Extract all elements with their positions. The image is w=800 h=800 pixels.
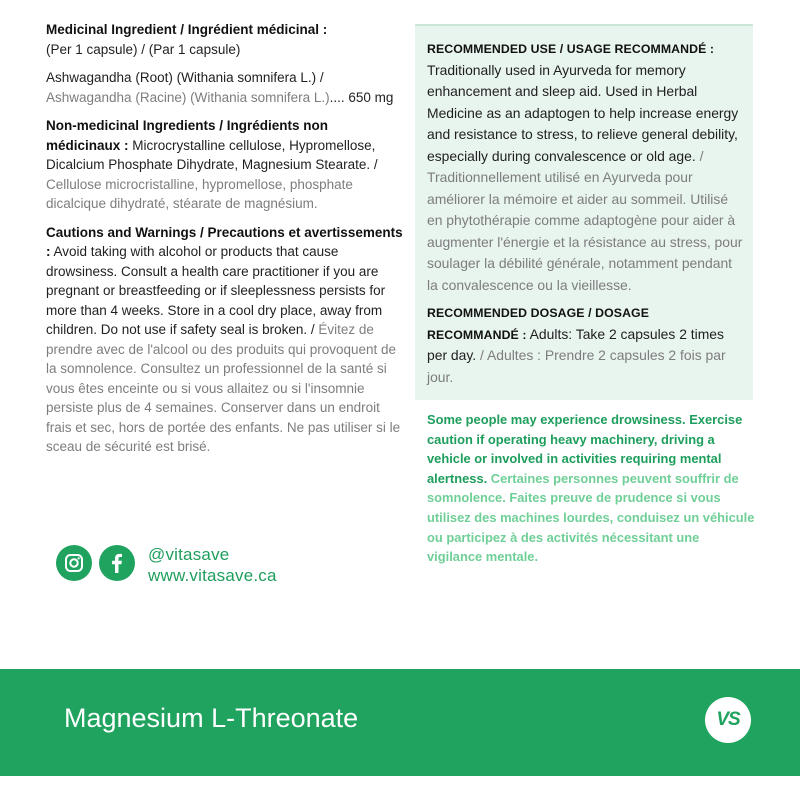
recommended-dosage-heading: RECOMMENDED DOSAGE / DOSAGE RECOMMANDÉ : (427, 306, 650, 342)
footer-bar (0, 669, 800, 776)
social-handle[interactable]: @vitasave (148, 545, 230, 564)
recommended-use-text (427, 60, 743, 297)
recommended-panel (415, 24, 753, 400)
recommended-dosage (427, 303, 743, 388)
facebook-icon[interactable] (99, 545, 135, 581)
non-medicinal-ingredients (46, 116, 406, 214)
warning-fr: Certaines personnes peuvent souffrir de somnolence. Faites preuve de prudence si vous utilisez des machines lourdes, conduisez un véhicule ou participez à des activités nécessitant une vigilance mentale. (427, 470, 755, 565)
website-link[interactable]: www.vitasave.ca (148, 566, 277, 585)
recommended-use-en: Traditionally used in Ayurveda for memory enhancement and sleep aid. Used in Herbal Medicine as an adaptogen to help increase energy and resistance to stress, to relieve general debility, especially during convalescence or old age. (427, 61, 739, 164)
vitasave-logo-icon (705, 697, 751, 743)
ingredient-fr-line (46, 88, 406, 108)
instagram-icon[interactable] (56, 545, 92, 581)
ingredient-fr: Ashwagandha (Racine) (Withania somnifera L.) (46, 89, 330, 105)
drowsiness-warning (427, 410, 757, 567)
medicinal-heading: Medicinal Ingredient / Ingrédient médicinal : (46, 22, 328, 37)
cautions-en: Avoid taking with alcohol or products that cause drowsiness. Consult a health care practitioner if you are pregnant or breastfeeding or if sleeplessness persists for more than 4 weeks. Store in a cool dry place, away from children. Do not use if safety seal is broken. / (46, 244, 386, 337)
logo-text: VS (716, 709, 740, 730)
non-medicinal-en: Microcrystalline cellulose, Hypromellose, Dicalcium Phosphate Dihydrate, Magnesium Stearate. / (46, 137, 378, 172)
product-name: Magnesium L-Threonate (64, 703, 359, 733)
non-medicinal-fr: Cellulose microcristalline, hypromellose, phosphate dicalcique dihydraté, stéarate de magnésium. (46, 176, 353, 211)
recommended-use-heading: RECOMMENDED USE / USAGE RECOMMANDÉ : (427, 42, 715, 56)
cautions-fr: Évitez de prendre avec de l'alcool ou des produits qui provoquent de la somnolence. Consultez un professionnel de la santé si vous êtes enceinte ou si vous allaitez ou si l'insomnie persiste plus de 4 semaines. Conserver dans un endroit frais et sec, hors de portée des enfants. Ne pas utiliser si le sceau de sécurité est brisé. (46, 322, 401, 454)
left-column (46, 20, 406, 457)
cautions-warnings (46, 223, 406, 457)
per-capsule: (Per 1 capsule) / (Par 1 capsule) (46, 41, 241, 57)
cautions-heading: Cautions and Warnings / Precautions et avertissements : (46, 224, 403, 259)
recommended-use-fr: / Traditionnellement utilisé en Ayurveda pour améliorer la mémoire et aider au sommeil. Utilisé en phytothérapie comme adaptogène pour aider à augmenter l'énergie et la résistance au stress, pour soulager la débilité générale, notamment pendant la convalescence ou la vieillesse. (427, 147, 743, 293)
ingredient-dose: .... 650 mg (329, 89, 394, 105)
recommended-dosage-en: Adults: Take 2 capsules 2 times per day. (427, 325, 724, 363)
warning-en: Some people may experience drowsiness. Exercise caution if operating heavy machinery, driving a vehicle or involved in activities requiring mental alertness. (427, 412, 743, 486)
non-medicinal-heading: Non-medicinal Ingredients / Ingrédients non médicinaux : (46, 118, 329, 153)
recommended-dosage-fr: / Adultes : Prendre 2 capsules 2 fois par jour. (427, 347, 726, 385)
ingredient-en: Ashwagandha (Root) (Withania somnifera L.) / (46, 70, 324, 85)
